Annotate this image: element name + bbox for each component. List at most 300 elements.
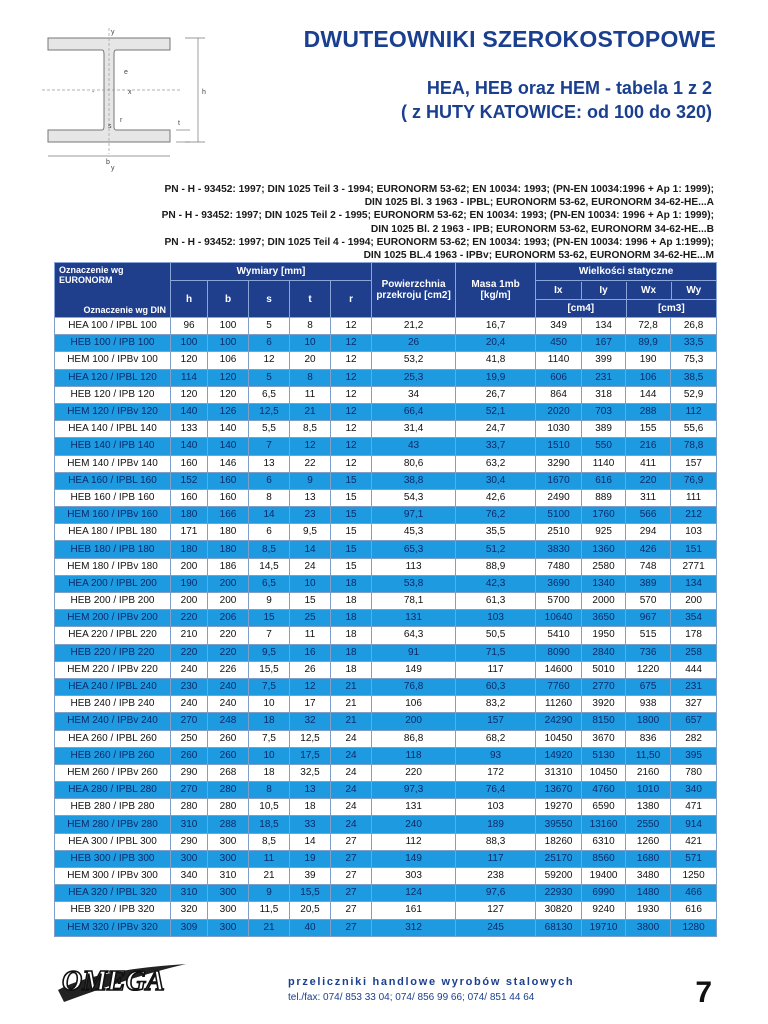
table-cell: 258	[671, 644, 717, 661]
page-number: 7	[695, 976, 712, 1009]
header-ix: Ix	[536, 282, 581, 300]
table-cell: 117	[456, 661, 536, 678]
table-cell: 12	[331, 455, 372, 472]
cell-designation: HEM 300 / IPBv 300	[55, 868, 171, 885]
table-cell: 52,9	[671, 386, 717, 403]
cell-designation: HEB 300 / IPB 300	[55, 850, 171, 867]
table-row	[55, 678, 717, 695]
table-cell: 1250	[671, 868, 717, 885]
table-cell: 15	[290, 593, 331, 610]
table-cell: 34	[372, 386, 456, 403]
table-cell: 18260	[536, 833, 582, 850]
table-row	[55, 524, 717, 541]
table-cell: 61,3	[456, 593, 536, 610]
table-cell: 18	[331, 575, 372, 592]
table-cell: 68,2	[456, 730, 536, 747]
table-cell: 52,1	[456, 403, 536, 420]
table-cell: 320	[171, 902, 208, 919]
table-cell: 97,3	[372, 782, 456, 799]
table-cell: 288	[626, 403, 671, 420]
table-cell: 736	[626, 644, 671, 661]
table-cell: 18	[249, 713, 290, 730]
table-cell: 25170	[536, 850, 582, 867]
table-cell: 26,7	[456, 386, 536, 403]
table-cell: 3650	[582, 610, 626, 627]
table-cell: 240	[372, 816, 456, 833]
table-cell: 21	[290, 403, 331, 420]
table-cell: 76,8	[372, 678, 456, 695]
table-row	[55, 730, 717, 747]
table-cell: 127	[456, 902, 536, 919]
table-cell: 63,2	[456, 455, 536, 472]
table-cell: 178	[671, 627, 717, 644]
table-cell: 864	[536, 386, 582, 403]
table-cell: 210	[171, 627, 208, 644]
table-cell: 64,3	[372, 627, 456, 644]
table-cell: 280	[208, 782, 249, 799]
table-cell: 12	[331, 335, 372, 352]
table-cell: 190	[171, 575, 208, 592]
table-cell: 15	[331, 507, 372, 524]
table-row	[55, 421, 717, 438]
table-cell: 18	[290, 799, 331, 816]
table-cell: 97,6	[456, 885, 536, 902]
table-cell: 10450	[536, 730, 582, 747]
table-cell: 2000	[582, 593, 626, 610]
header-euronorm: Oznaczenie wg EURONORM	[59, 265, 124, 285]
table-cell: 14	[290, 541, 331, 558]
table-cell: 160	[208, 489, 249, 506]
cell-designation: HEB 120 / IPB 120	[55, 386, 171, 403]
table-cell: 68130	[536, 919, 582, 936]
table-cell: 1800	[626, 713, 671, 730]
diagram-label-y-top: y	[111, 29, 115, 36]
table-cell: 10	[290, 575, 331, 592]
table-cell: 354	[671, 610, 717, 627]
table-cell: 88,9	[456, 558, 536, 575]
header-b: b	[208, 281, 249, 318]
table-cell: 5700	[536, 593, 582, 610]
table-cell: 399	[582, 352, 626, 369]
table-cell: 160	[171, 489, 208, 506]
table-cell: 675	[626, 678, 671, 695]
table-cell: 7760	[536, 678, 582, 695]
table-cell: 114	[171, 369, 208, 386]
table-cell: 889	[582, 489, 626, 506]
table-cell: 15	[331, 558, 372, 575]
table-cell: 13160	[582, 816, 626, 833]
table-cell: 15	[249, 610, 290, 627]
table-cell: 75,3	[671, 352, 717, 369]
table-cell: 31,4	[372, 421, 456, 438]
table-cell: 80,6	[372, 455, 456, 472]
table-cell: 18	[331, 661, 372, 678]
table-cell: 152	[171, 472, 208, 489]
table-cell: 91	[372, 644, 456, 661]
table-row	[55, 850, 717, 867]
table-cell: 100	[171, 335, 208, 352]
table-cell: 18	[331, 593, 372, 610]
table-cell: 6310	[582, 833, 626, 850]
table-cell: 18	[331, 627, 372, 644]
table-cell: 200	[208, 575, 249, 592]
table-cell: 11,50	[626, 747, 671, 764]
table-cell: 220	[626, 472, 671, 489]
table-row	[55, 438, 717, 455]
table-cell: 41,8	[456, 352, 536, 369]
table-cell: 78,8	[671, 438, 717, 455]
cell-designation: HEM 200 / IPBv 200	[55, 610, 171, 627]
table-cell: 7,5	[249, 678, 290, 695]
table-cell: 26	[372, 335, 456, 352]
table-cell: 1280	[671, 919, 717, 936]
table-cell: 1140	[582, 455, 626, 472]
table-row	[55, 318, 717, 335]
table-cell: 27	[331, 885, 372, 902]
table-cell: 97,1	[372, 507, 456, 524]
table-cell: 24	[290, 558, 331, 575]
table-cell: 550	[582, 438, 626, 455]
cell-designation: HEM 240 / IPBv 240	[55, 713, 171, 730]
table-cell: 157	[671, 455, 717, 472]
table-cell: 1140	[536, 352, 582, 369]
table-cell: 471	[671, 799, 717, 816]
header-unit-cm3: [cm3]	[626, 300, 716, 317]
table-cell: 9	[249, 593, 290, 610]
table-cell: 421	[671, 833, 717, 850]
table-cell: 157	[456, 713, 536, 730]
table-cell: 212	[671, 507, 717, 524]
cell-designation: HEA 220 / IPBL 220	[55, 627, 171, 644]
table-cell: 6	[249, 335, 290, 352]
table-cell: 96	[171, 318, 208, 335]
table-cell: 39	[290, 868, 331, 885]
table-cell: 836	[626, 730, 671, 747]
table-cell: 35,5	[456, 524, 536, 541]
table-cell: 8	[249, 489, 290, 506]
table-cell: 100	[208, 335, 249, 352]
table-cell: 2020	[536, 403, 582, 420]
table-cell: 1950	[582, 627, 626, 644]
cell-designation: HEA 160 / IPBL 160	[55, 472, 171, 489]
table-cell: 6	[249, 472, 290, 489]
table-cell: 42,6	[456, 489, 536, 506]
cell-designation: HEA 320 / IPBL 320	[55, 885, 171, 902]
table-cell: 131	[372, 610, 456, 627]
table-cell: 200	[372, 713, 456, 730]
table-cell: 280	[171, 799, 208, 816]
table-cell: 22	[290, 455, 331, 472]
table-cell: 27	[331, 868, 372, 885]
table-cell: 426	[626, 541, 671, 558]
table-cell: 166	[208, 507, 249, 524]
i-beam-cross-section-diagram	[40, 24, 230, 174]
table-cell: 19710	[582, 919, 626, 936]
table-cell: 515	[626, 627, 671, 644]
table-cell: 938	[626, 696, 671, 713]
cell-designation: HEB 100 / IPB 100	[55, 335, 171, 352]
diagram-label-t: t	[178, 120, 180, 127]
table-cell: 231	[671, 678, 717, 695]
cell-designation: HEB 200 / IPB 200	[55, 593, 171, 610]
table-cell: 9240	[582, 902, 626, 919]
cell-designation: HEA 300 / IPBL 300	[55, 833, 171, 850]
table-cell: 6990	[582, 885, 626, 902]
table-cell: 18	[331, 610, 372, 627]
table-cell: 25	[290, 610, 331, 627]
table-cell: 151	[671, 541, 717, 558]
table-cell: 190	[626, 352, 671, 369]
table-cell: 288	[208, 816, 249, 833]
table-cell: 2580	[582, 558, 626, 575]
table-cell: 3290	[536, 455, 582, 472]
table-cell: 16	[290, 644, 331, 661]
table-cell: 12	[331, 386, 372, 403]
cell-designation: HEM 160 / IPBv 160	[55, 507, 171, 524]
table-cell: 8560	[582, 850, 626, 867]
table-cell: 149	[372, 661, 456, 678]
table-cell: 220	[208, 644, 249, 661]
header-s: s	[249, 281, 290, 318]
table-cell: 5010	[582, 661, 626, 678]
table-row	[55, 902, 717, 919]
table-cell: 24290	[536, 713, 582, 730]
table-cell: 206	[208, 610, 249, 627]
table-cell: 220	[171, 644, 208, 661]
table-row	[55, 386, 717, 403]
table-cell: 10640	[536, 610, 582, 627]
table-cell: 140	[208, 438, 249, 455]
table-cell: 294	[626, 524, 671, 541]
table-cell: 10	[290, 335, 331, 352]
table-cell: 282	[671, 730, 717, 747]
table-cell: 120	[171, 386, 208, 403]
table-cell: 131	[372, 799, 456, 816]
table-cell: 161	[372, 902, 456, 919]
logo-text: OMEGA	[62, 966, 165, 997]
table-cell: 1760	[582, 507, 626, 524]
table-cell: 12	[331, 421, 372, 438]
norms-block	[34, 183, 714, 262]
table-cell: 925	[582, 524, 626, 541]
table-cell: 21	[331, 713, 372, 730]
header-din: Oznaczenie wg DIN	[83, 305, 166, 315]
table-cell: 1480	[626, 885, 671, 902]
table-cell: 51,2	[456, 541, 536, 558]
table-cell: 86,8	[372, 730, 456, 747]
table-row	[55, 661, 717, 678]
table-cell: 12,5	[290, 730, 331, 747]
norm-line: DIN 1025 BL.4 1963 - IPBv; EURONORM 53-62, EURONORM 34-62-HE...M	[363, 250, 714, 262]
table-cell: 30,4	[456, 472, 536, 489]
table-cell: 200	[171, 593, 208, 610]
table-cell: 300	[208, 902, 249, 919]
table-cell: 340	[671, 782, 717, 799]
page-title: DWUTEOWNIKI SZEROKOSTOPOWE	[303, 26, 716, 52]
header-t: t	[290, 281, 331, 318]
table-cell: 4760	[582, 782, 626, 799]
table-cell: 20,5	[290, 902, 331, 919]
table-row	[55, 455, 717, 472]
table-cell: 89,9	[626, 335, 671, 352]
table-cell: 1670	[536, 472, 582, 489]
cell-designation: HEA 200 / IPBL 200	[55, 575, 171, 592]
table-cell: 240	[208, 696, 249, 713]
table-cell: 112	[671, 403, 717, 420]
table-cell: 40	[290, 919, 331, 936]
table-cell: 300	[171, 850, 208, 867]
table-cell: 78,1	[372, 593, 456, 610]
table-row	[55, 352, 717, 369]
table-cell: 9	[249, 885, 290, 902]
table-cell: 389	[626, 575, 671, 592]
table-cell: 14,5	[249, 558, 290, 575]
table-cell: 1680	[626, 850, 671, 867]
header-designation	[55, 263, 171, 318]
cell-designation: HEB 240 / IPB 240	[55, 696, 171, 713]
table-row	[55, 541, 717, 558]
table-cell: 103	[671, 524, 717, 541]
footer-phone: tel./fax: 074/ 853 33 04; 074/ 856 99 66; 074/ 851 44 64	[288, 992, 535, 1003]
table-cell: 2160	[626, 764, 671, 781]
table-row	[55, 713, 717, 730]
table-cell: 12	[331, 438, 372, 455]
table-cell: 26,8	[671, 318, 717, 335]
table-cell: 616	[582, 472, 626, 489]
table-cell: 155	[626, 421, 671, 438]
table-cell: 780	[671, 764, 717, 781]
norm-line: PN - H - 93452: 1997; DIN 1025 Teil 4 - 1994; EURONORM 53-62; EN 10034: 1993; (PN-EN 10034: 1996 + Ap 1:1999);	[164, 236, 714, 248]
table-cell: 216	[626, 438, 671, 455]
table-cell: 21,2	[372, 318, 456, 335]
table-cell: 103	[456, 610, 536, 627]
table-cell: 5	[249, 318, 290, 335]
table-cell: 18	[249, 764, 290, 781]
table-cell: 113	[372, 558, 456, 575]
cell-designation: HEM 140 / IPBv 140	[55, 455, 171, 472]
table-cell: 290	[171, 833, 208, 850]
table-cell: 3800	[626, 919, 671, 936]
table-cell: 146	[208, 455, 249, 472]
table-cell: 248	[208, 713, 249, 730]
table-cell: 2840	[582, 644, 626, 661]
table-cell: 93	[456, 747, 536, 764]
table-cell: 2770	[582, 678, 626, 695]
table-cell: 14600	[536, 661, 582, 678]
header-powierzchnia: Powierzchnia przekroju [cm2]	[372, 263, 456, 318]
table-cell: 18	[331, 644, 372, 661]
table-cell: 65,3	[372, 541, 456, 558]
table-row	[55, 575, 717, 592]
table-cell: 8	[290, 318, 331, 335]
table-cell: 66,4	[372, 403, 456, 420]
table-cell: 189	[456, 816, 536, 833]
table-cell: 120	[208, 386, 249, 403]
table-cell: 21	[249, 868, 290, 885]
table-cell: 9,5	[290, 524, 331, 541]
table-cell: 106	[208, 352, 249, 369]
table-cell: 2510	[536, 524, 582, 541]
table-cell: 112	[372, 833, 456, 850]
table-cell: 42,3	[456, 575, 536, 592]
table-cell: 76,4	[456, 782, 536, 799]
table-cell: 31310	[536, 764, 582, 781]
table-row	[55, 335, 717, 352]
table-cell: 3690	[536, 575, 582, 592]
footer-slogan: przeliczniki handlowe wyrobów stalowych	[288, 976, 575, 988]
table-cell: 120	[208, 369, 249, 386]
table-cell: 411	[626, 455, 671, 472]
table-cell: 11	[290, 627, 331, 644]
table-cell: 303	[372, 868, 456, 885]
table-cell: 1360	[582, 541, 626, 558]
table-cell: 260	[208, 730, 249, 747]
cell-designation: HEM 220 / IPBv 220	[55, 661, 171, 678]
table-cell: 133	[171, 421, 208, 438]
table-cell: 11	[249, 850, 290, 867]
table-cell: 7,5	[249, 730, 290, 747]
table-cell: 8,5	[249, 541, 290, 558]
table-cell: 50,5	[456, 627, 536, 644]
table-cell: 1340	[582, 575, 626, 592]
table-row	[55, 558, 717, 575]
table-cell: 967	[626, 610, 671, 627]
table-cell: 220	[208, 627, 249, 644]
header-wx: Wx	[626, 282, 671, 300]
table-cell: 226	[208, 661, 249, 678]
table-cell: 240	[171, 696, 208, 713]
table-cell: 71,5	[456, 644, 536, 661]
table-cell: 12	[331, 403, 372, 420]
table-cell: 20,4	[456, 335, 536, 352]
table-cell: 312	[372, 919, 456, 936]
table-cell: 23	[290, 507, 331, 524]
table-cell: 311	[626, 489, 671, 506]
header-unit-cm4: [cm4]	[536, 300, 626, 317]
table-row	[55, 403, 717, 420]
table-cell: 2771	[671, 558, 717, 575]
table-cell: 9	[290, 472, 331, 489]
table-row	[55, 747, 717, 764]
table-body	[55, 318, 717, 937]
table-cell: 327	[671, 696, 717, 713]
cell-designation: HEB 220 / IPB 220	[55, 644, 171, 661]
table-cell: 3920	[582, 696, 626, 713]
table-cell: 134	[582, 318, 626, 335]
table-row	[55, 833, 717, 850]
table-cell: 100	[208, 318, 249, 335]
table-cell: 300	[208, 833, 249, 850]
table-cell: 7480	[536, 558, 582, 575]
table-row	[55, 868, 717, 885]
cell-designation: HEM 100 / IPBv 100	[55, 352, 171, 369]
cell-designation: HEB 320 / IPB 320	[55, 902, 171, 919]
table-cell: 88,3	[456, 833, 536, 850]
table-cell: 616	[671, 902, 717, 919]
table-cell: 126	[208, 403, 249, 420]
cell-designation: HEA 240 / IPBL 240	[55, 678, 171, 695]
diagram-label-r: r	[120, 117, 123, 124]
omega-logo	[54, 950, 194, 1014]
table-cell: 43	[372, 438, 456, 455]
header-wy: Wy	[671, 282, 716, 300]
table-cell: 144	[626, 386, 671, 403]
header-wymiary: Wymiary [mm]	[171, 263, 372, 281]
cell-designation: HEA 180 / IPBL 180	[55, 524, 171, 541]
table-cell: 55,6	[671, 421, 717, 438]
table-cell: 21	[331, 678, 372, 695]
table-cell: 13	[249, 455, 290, 472]
